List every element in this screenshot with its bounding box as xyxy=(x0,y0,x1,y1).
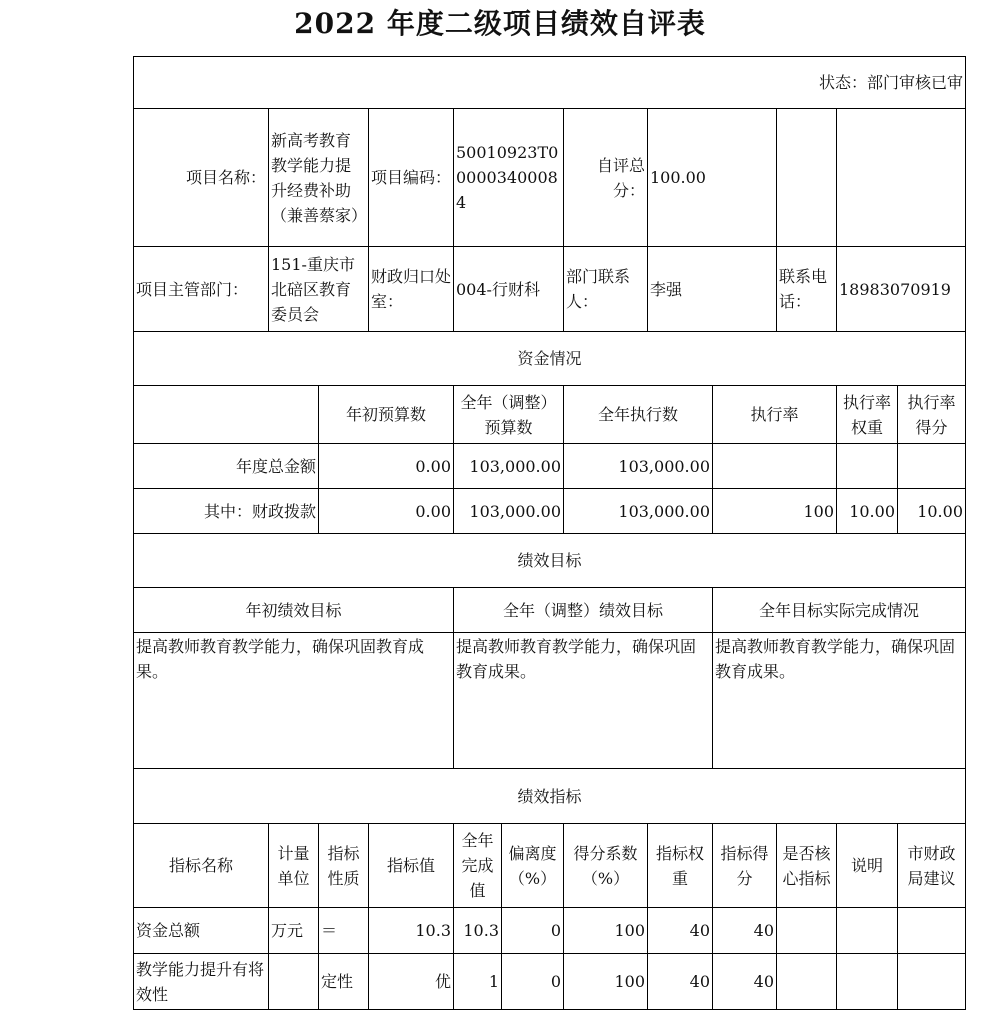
funds-executed: 103,000.00 xyxy=(564,444,713,489)
self-score-value: 100.00 xyxy=(648,109,777,247)
funds-header: 全年（调整）预算数 xyxy=(454,386,564,444)
indicator-coef: 100 xyxy=(564,954,648,1010)
indicator-note xyxy=(837,954,898,1010)
indicator-header: 是否核心指标 xyxy=(777,824,837,908)
goals-header-actual: 全年目标实际完成情况 xyxy=(713,588,966,633)
goals-header-adjusted: 全年（调整）绩效目标 xyxy=(454,588,713,633)
funds-header: 全年执行数 xyxy=(564,386,713,444)
indicator-advice xyxy=(898,954,966,1010)
indicator-name: 资金总额 xyxy=(134,908,269,954)
indicator-header: 计量单位 xyxy=(269,824,319,908)
phone-label: 联系电话： xyxy=(777,247,837,332)
dept-label: 项目主管部门： xyxy=(134,247,269,332)
funds-header: 执行率得分 xyxy=(898,386,966,444)
indicator-deviation: 0 xyxy=(502,954,564,1010)
funds-rate: 100 xyxy=(713,489,837,534)
finance-label: 财政归口处室： xyxy=(369,247,454,332)
project-name-value: 新高考教育教学能力提升经费补助（兼善蔡家） xyxy=(269,109,369,247)
indicator-header: 指标得分 xyxy=(713,824,777,908)
funds-row xyxy=(134,444,966,489)
project-name-label: 项目名称： xyxy=(134,109,269,247)
indicator-unit xyxy=(269,954,319,1010)
funds-row-label: 其中：财政拨款 xyxy=(134,489,319,534)
indicator-weight: 40 xyxy=(648,954,713,1010)
indicator-deviation: 0 xyxy=(502,908,564,954)
indicator-header: 全年完成值 xyxy=(454,824,502,908)
indicator-core xyxy=(777,908,837,954)
funds-weight xyxy=(837,444,898,489)
project-code-value: 50010923T000003400084 xyxy=(454,109,564,247)
indicator-value: 10.3 xyxy=(369,908,454,954)
phone-value: 18983070919 xyxy=(837,247,966,332)
indicators-section-title: 绩效指标 xyxy=(134,769,966,824)
indicator-unit: 万元 xyxy=(269,908,319,954)
finance-value: 004-行财科 xyxy=(454,247,564,332)
funds-adjusted: 103,000.00 xyxy=(454,444,564,489)
indicator-name: 教学能力提升有将效性 xyxy=(134,954,269,1010)
funds-header: 执行率 xyxy=(713,386,837,444)
indicator-header: 指标名称 xyxy=(134,824,269,908)
indicator-header: 指标权重 xyxy=(648,824,713,908)
funds-score: 10.00 xyxy=(898,489,966,534)
indicator-done: 10.3 xyxy=(454,908,502,954)
empty-cell xyxy=(777,109,837,247)
contact-label: 部门联系人： xyxy=(564,247,648,332)
self-score-label: 自评总分： xyxy=(564,109,648,247)
funds-header: 执行率权重 xyxy=(837,386,898,444)
empty-cell xyxy=(134,386,319,444)
indicator-header: 偏离度（%） xyxy=(502,824,564,908)
goal-initial-text: 提高教师教育教学能力，确保巩固教育成果。 xyxy=(134,633,454,769)
funds-initial: 0.00 xyxy=(319,444,454,489)
indicator-row xyxy=(134,954,966,1010)
goal-adjusted-text: 提高教师教育教学能力，确保巩固教育成果。 xyxy=(454,633,713,769)
funds-score xyxy=(898,444,966,489)
funds-row xyxy=(134,489,966,534)
indicator-score: 40 xyxy=(713,908,777,954)
indicator-note xyxy=(837,908,898,954)
indicator-weight: 40 xyxy=(648,908,713,954)
status-text: 状态：部门审核已审 xyxy=(134,57,966,109)
funds-header: 年初预算数 xyxy=(319,386,454,444)
contact-value: 李强 xyxy=(648,247,777,332)
funds-section-title: 资金情况 xyxy=(134,332,966,386)
funds-adjusted: 103,000.00 xyxy=(454,489,564,534)
goals-section-title: 绩效目标 xyxy=(134,534,966,588)
evaluation-table xyxy=(133,56,966,1010)
page-title: 2022 年度二级项目绩效自评表 xyxy=(294,7,706,40)
indicator-done: 1 xyxy=(454,954,502,1010)
indicator-header: 市财政局建议 xyxy=(898,824,966,908)
dept-value: 151-重庆市北碚区教育委员会 xyxy=(269,247,369,332)
funds-initial: 0.00 xyxy=(319,489,454,534)
indicator-value: 优 xyxy=(369,954,454,1010)
goal-actual-text: 提高教师教育教学能力，确保巩固教育成果。 xyxy=(713,633,966,769)
indicator-nature: ＝ xyxy=(319,908,369,954)
indicator-row xyxy=(134,908,966,954)
indicator-nature: 定性 xyxy=(319,954,369,1010)
indicator-core xyxy=(777,954,837,1010)
project-code-label: 项目编码： xyxy=(369,109,454,247)
goals-header-initial: 年初绩效目标 xyxy=(134,588,454,633)
indicator-header: 指标值 xyxy=(369,824,454,908)
funds-row-label: 年度总金额 xyxy=(134,444,319,489)
indicator-coef: 100 xyxy=(564,908,648,954)
indicator-advice xyxy=(898,908,966,954)
funds-rate xyxy=(713,444,837,489)
indicator-header: 说明 xyxy=(837,824,898,908)
indicator-score: 40 xyxy=(713,954,777,1010)
indicator-header: 指标性质 xyxy=(319,824,369,908)
funds-weight: 10.00 xyxy=(837,489,898,534)
indicator-header: 得分系数（%） xyxy=(564,824,648,908)
empty-cell xyxy=(837,109,966,247)
funds-executed: 103,000.00 xyxy=(564,489,713,534)
